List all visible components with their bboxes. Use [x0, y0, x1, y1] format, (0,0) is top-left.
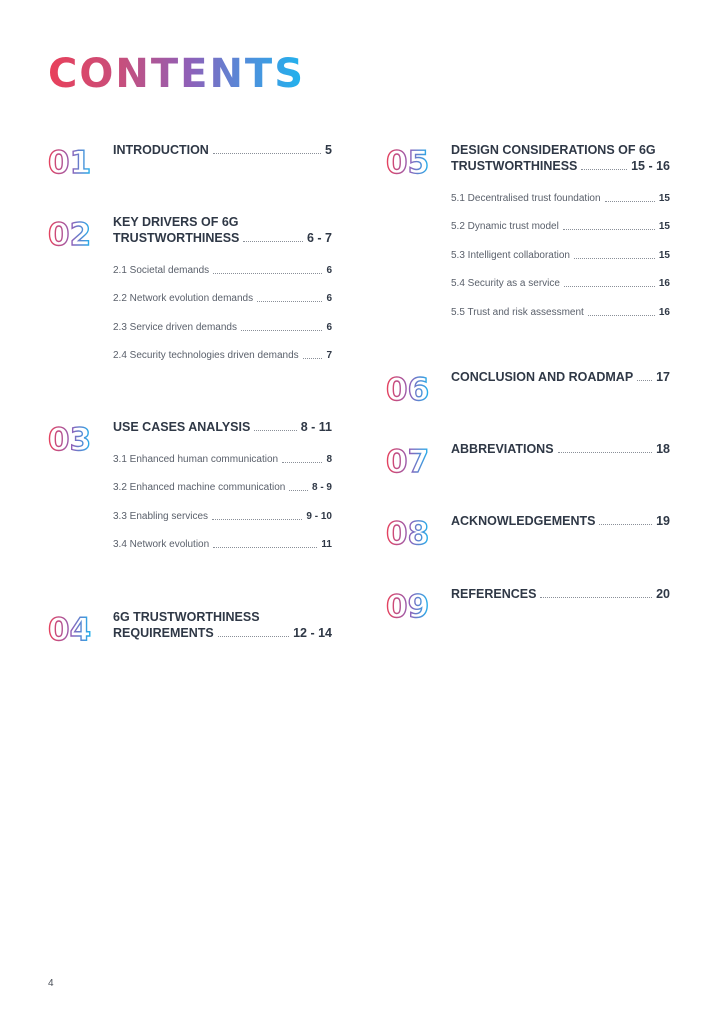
section-title: CONCLUSION AND ROADMAP — [451, 370, 634, 384]
subsection-label: 2.2 Network evolution demands — [113, 293, 254, 305]
subsection-item[interactable] — [451, 192, 670, 220]
subsection-item[interactable] — [113, 510, 332, 538]
subsection-list — [451, 192, 670, 334]
section-title: INTRODUCTION — [113, 143, 209, 157]
subsection-page-number: 8 - 9 — [311, 482, 332, 494]
leader-dots — [588, 315, 655, 316]
section-heading[interactable] — [113, 214, 332, 246]
section-title: 6G TRUSTWORTHINESS — [113, 610, 260, 624]
leader-dots — [254, 430, 296, 431]
section-page-number: 8 - 11 — [300, 420, 332, 434]
subsection-item[interactable] — [113, 481, 332, 509]
leader-dots — [558, 452, 653, 453]
section-number-09 — [386, 586, 434, 625]
section-number-text: 05 — [386, 145, 430, 181]
section-title: USE CASES ANALYSIS — [113, 420, 251, 434]
subsection-page-number: 15 — [658, 221, 670, 233]
subsection-list — [113, 264, 332, 378]
section-number-03 — [48, 419, 96, 458]
leader-dots — [563, 229, 655, 230]
section-title: TRUSTWORTHINESS — [113, 231, 240, 245]
leader-dots — [213, 547, 317, 548]
section-number-text: 06 — [386, 372, 430, 408]
section-title: ABBREVIATIONS — [451, 442, 554, 456]
section-title: KEY DRIVERS OF 6G — [113, 215, 239, 229]
leader-dots — [212, 519, 302, 520]
section-heading[interactable] — [113, 419, 332, 435]
subsection-page-number: 15 — [658, 193, 670, 204]
page-title: CONTENTS — [48, 51, 306, 97]
leader-dots — [581, 169, 627, 170]
section-number-text: 08 — [386, 516, 430, 552]
subsection-label: 2.4 Security technologies driven demands — [113, 350, 299, 362]
section-number-06 — [386, 369, 434, 408]
subsection-item[interactable] — [113, 538, 332, 566]
subsection-item[interactable] — [113, 453, 332, 481]
subsection-page-number: 6 — [326, 321, 332, 333]
subsection-item[interactable] — [451, 249, 670, 277]
subsection-label: 5.2 Dynamic trust model — [451, 221, 559, 233]
section-number-07 — [386, 441, 434, 480]
section-heading[interactable] — [113, 142, 332, 158]
section-number-05 — [386, 142, 434, 181]
section-page-number: 20 — [656, 587, 670, 601]
subsection-label: 2.3 Service driven demands — [113, 321, 237, 333]
subsection-item[interactable] — [113, 292, 332, 320]
section-heading[interactable] — [451, 513, 670, 529]
section-page-number: 15 - 16 — [631, 159, 670, 173]
leader-dots — [289, 490, 308, 491]
leader-dots — [599, 524, 652, 525]
section-title: DESIGN CONSIDERATIONS OF 6G — [451, 143, 656, 157]
subsection-page-number: 6 — [326, 265, 332, 276]
leader-dots — [303, 358, 323, 359]
subsection-item[interactable] — [113, 321, 332, 349]
section-number-01 — [48, 142, 96, 181]
leader-dots — [637, 380, 652, 381]
section-page-number: 19 — [656, 514, 670, 528]
subsection-item[interactable] — [451, 220, 670, 248]
section-heading[interactable] — [451, 142, 670, 174]
section-number-text: 07 — [386, 444, 430, 480]
section-heading[interactable] — [451, 369, 670, 385]
subsection-label: 2.1 Societal demands — [113, 265, 210, 276]
subsection-label: 3.1 Enhanced human communication — [113, 454, 279, 465]
leader-dots — [540, 597, 652, 598]
subsection-item[interactable] — [451, 306, 670, 334]
section-page-number: 18 — [656, 442, 670, 456]
leader-dots — [605, 201, 655, 202]
subsection-page-number: 6 — [326, 293, 332, 305]
section-number-04 — [48, 609, 96, 648]
subsection-label: 5.3 Intelligent collaboration — [451, 249, 570, 261]
subsection-page-number: 11 — [321, 539, 332, 551]
section-heading[interactable] — [113, 609, 332, 641]
leader-dots — [282, 462, 322, 463]
section-number-text: 09 — [386, 589, 430, 625]
section-title: TRUSTWORTHINESS — [451, 159, 578, 173]
section-number-text: 01 — [48, 145, 92, 181]
page-number: 4 — [48, 978, 54, 989]
subsection-item[interactable] — [113, 264, 332, 292]
subsection-item[interactable] — [451, 277, 670, 305]
leader-dots — [213, 273, 322, 274]
subsection-page-number: 16 — [658, 278, 670, 290]
subsection-page-number: 9 - 10 — [306, 510, 332, 522]
section-number-08 — [386, 513, 434, 552]
section-number-text: 03 — [48, 422, 92, 458]
subsection-label: 5.5 Trust and risk assessment — [451, 306, 584, 318]
subsection-list — [113, 453, 332, 567]
subsection-page-number: 16 — [658, 306, 670, 318]
leader-dots — [213, 153, 321, 154]
section-page-number: 12 - 14 — [293, 626, 332, 640]
section-title: REQUIREMENTS — [113, 626, 214, 640]
section-title: ACKNOWLEDGEMENTS — [451, 514, 596, 528]
subsection-page-number: 8 — [326, 454, 332, 465]
subsection-page-number: 7 — [326, 350, 332, 362]
subsection-label: 3.4 Network evolution — [113, 539, 210, 551]
section-heading[interactable] — [451, 586, 670, 602]
section-heading[interactable] — [451, 441, 670, 457]
subsection-label: 5.4 Security as a service — [451, 278, 560, 290]
section-number-text: 02 — [48, 217, 92, 253]
section-number-02 — [48, 214, 96, 253]
subsection-label: 5.1 Decentralised trust foundation — [451, 193, 601, 204]
subsection-label: 3.2 Enhanced machine communication — [113, 482, 286, 494]
leader-dots — [243, 241, 303, 242]
leader-dots — [241, 330, 322, 331]
section-page-number: 6 - 7 — [306, 231, 332, 245]
leader-dots — [574, 258, 655, 259]
subsection-item[interactable] — [113, 349, 332, 377]
section-page-number: 17 — [656, 370, 670, 384]
leader-dots — [257, 301, 322, 302]
leader-dots — [218, 636, 289, 637]
subsection-label: 3.3 Enabling services — [113, 510, 209, 522]
section-number-text: 04 — [48, 612, 92, 648]
section-page-number: 5 — [325, 143, 332, 157]
leader-dots — [564, 286, 655, 287]
section-title: REFERENCES — [451, 587, 537, 601]
subsection-page-number: 15 — [658, 249, 670, 261]
